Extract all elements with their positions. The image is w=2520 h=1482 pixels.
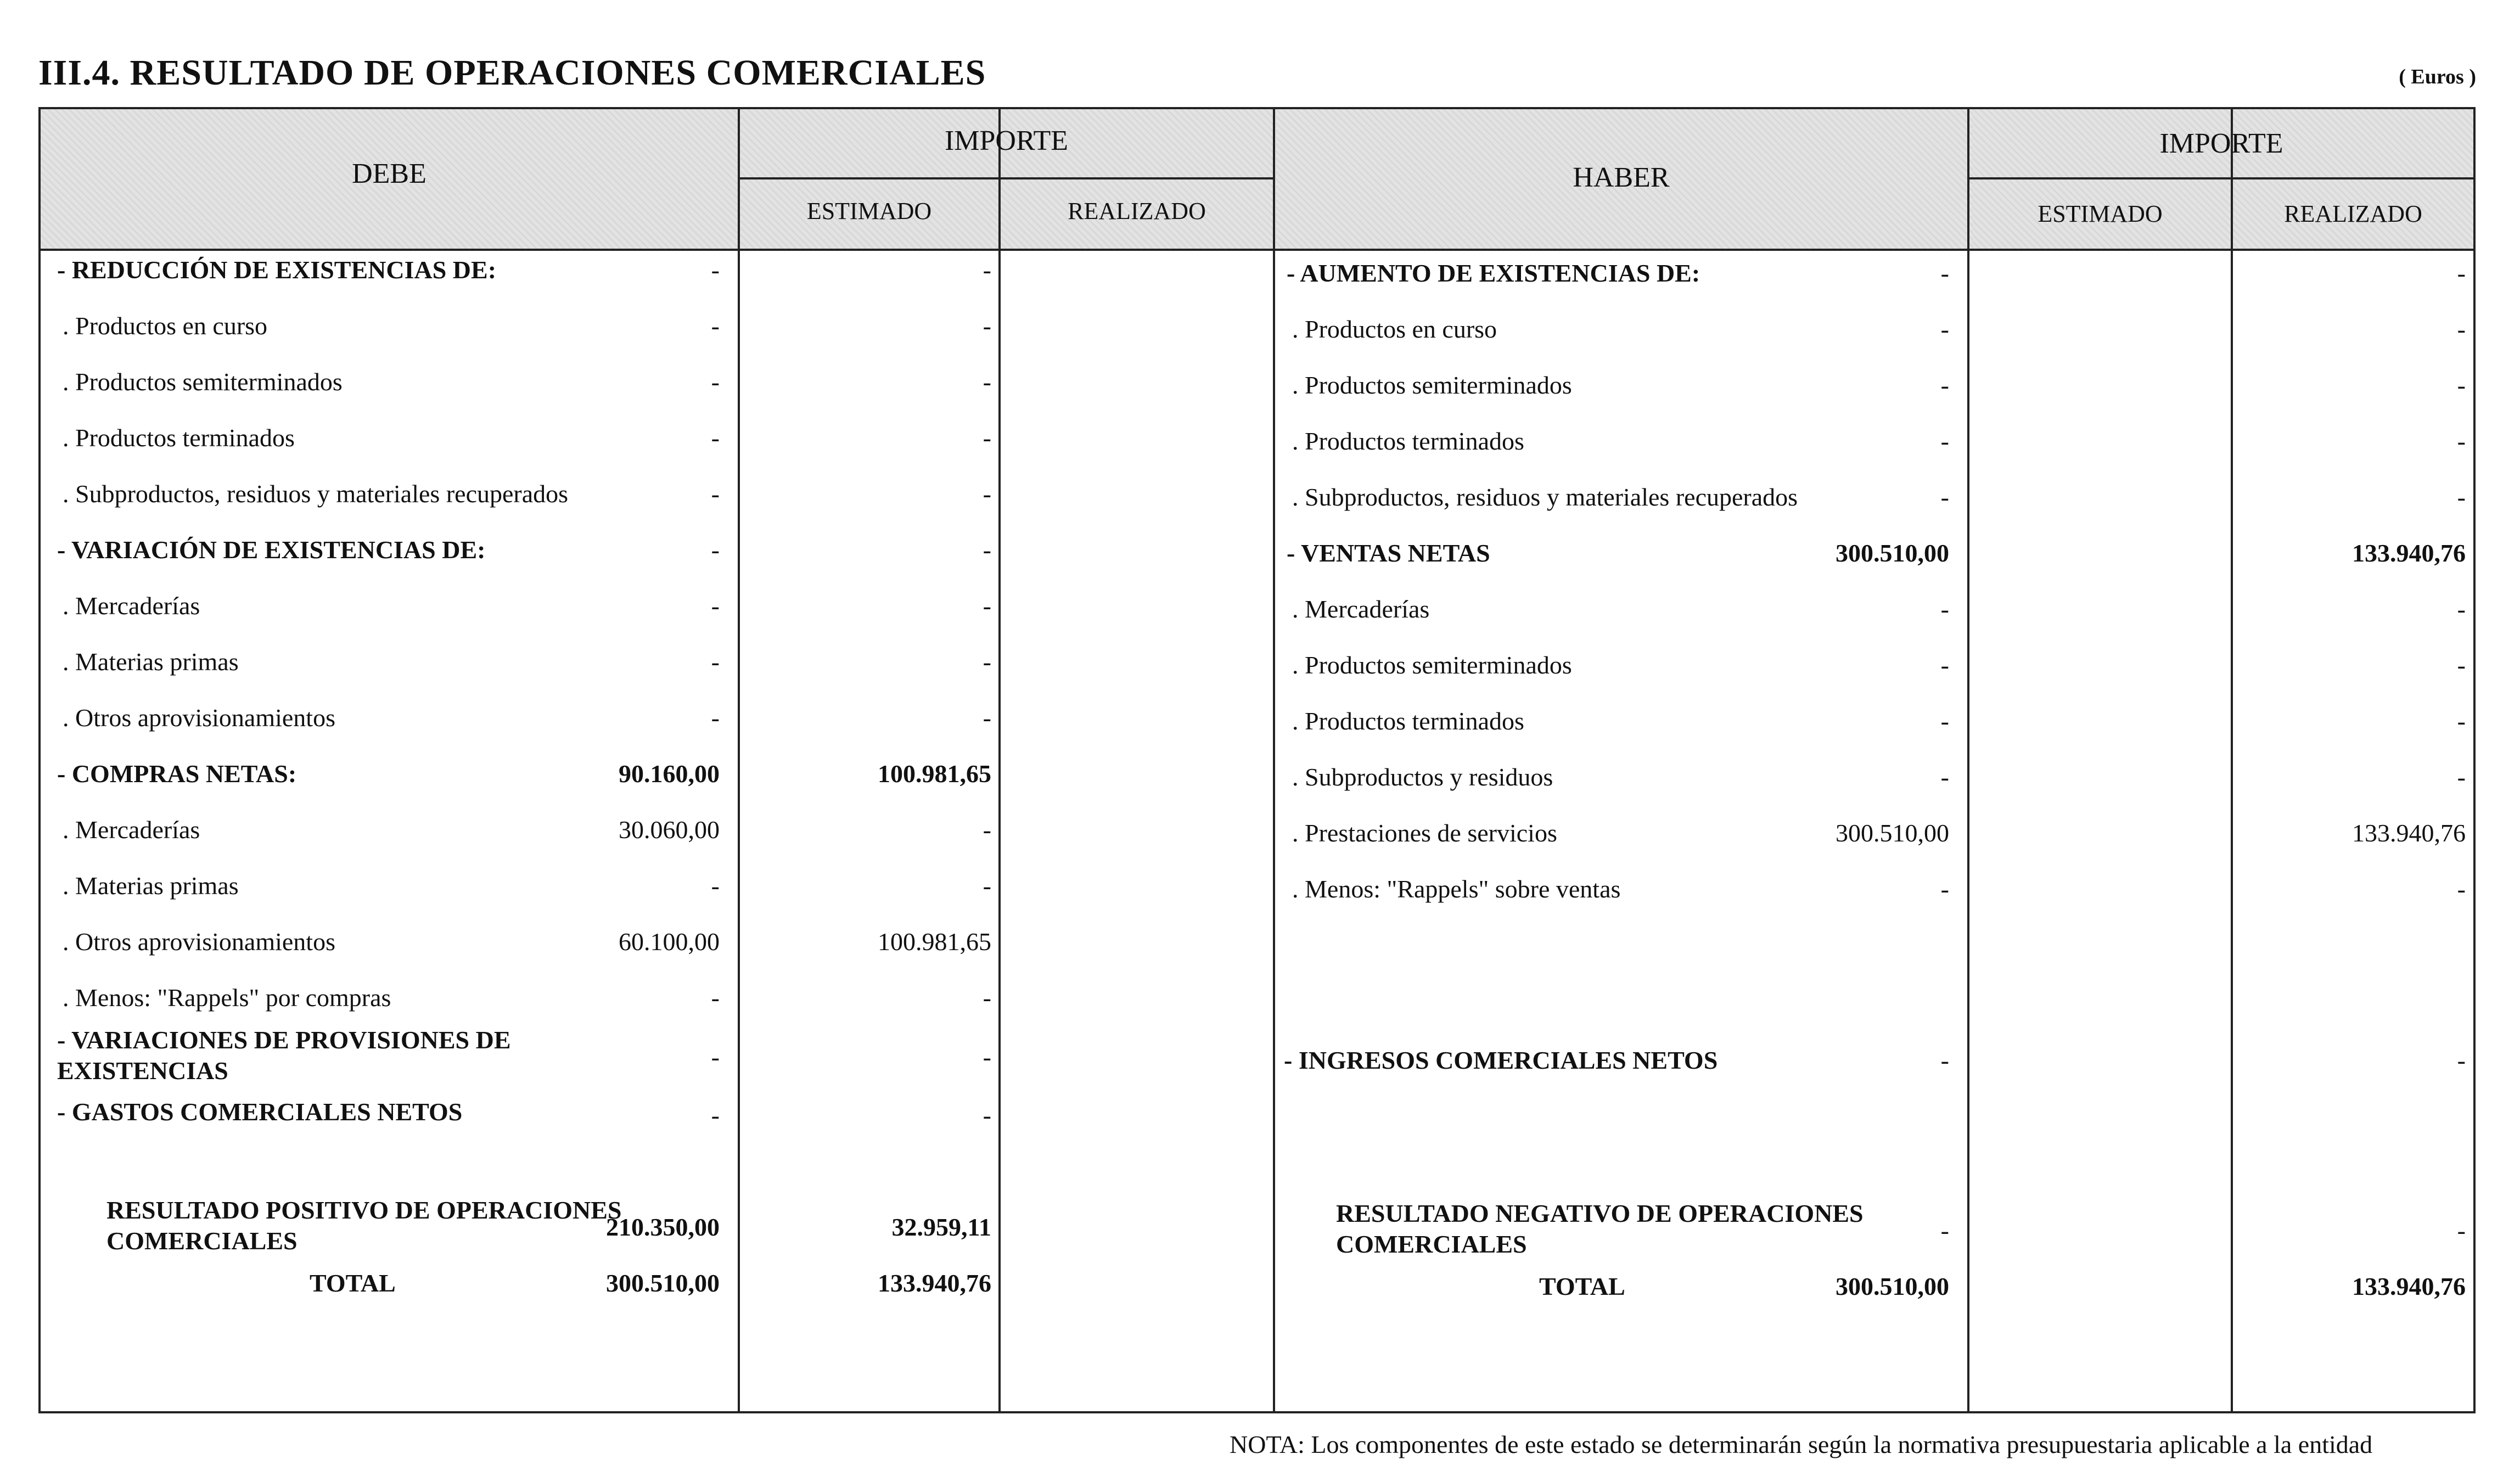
haber-row-realizado: 133.940,76 xyxy=(2352,819,2466,847)
haber-row-realizado: - xyxy=(2457,427,2466,455)
haber-total-label: TOTAL xyxy=(1539,1272,1625,1300)
haber-result-label: RESULTADO NEGATIVO DE OPERACIONES COMERCIALES xyxy=(1336,1199,1864,1258)
haber-row-realizado: - xyxy=(2457,315,2466,343)
debe-result-estimado: 210.350,00 xyxy=(606,1213,720,1241)
haber-row-estimado: - xyxy=(1940,595,1949,623)
haber-row-label: . Productos terminados xyxy=(1292,427,1524,455)
debe-row-label: . Productos terminados xyxy=(63,424,295,452)
debe-row-realizado: - xyxy=(983,1101,991,1129)
footnote: NOTA: Los componentes de este estado se determinarán según la normativa presupuestaria aplicable a la entidad xyxy=(1230,1430,2373,1458)
header-estimado-debe: ESTIMADO xyxy=(806,198,932,224)
debe-row-realizado: - xyxy=(983,256,991,284)
debe-row-label: . Menos: "Rappels" por compras xyxy=(63,984,391,1012)
grid-line xyxy=(998,109,1001,1411)
debe-result-realizado: 32.959,11 xyxy=(891,1213,991,1241)
haber-row-realizado: - xyxy=(2457,1046,2466,1074)
debe-row-realizado: - xyxy=(983,648,991,676)
debe-row-realizado: - xyxy=(983,536,991,564)
haber-row-realizado: - xyxy=(2457,763,2466,791)
debe-row-label: . Productos semiterminados xyxy=(63,368,343,396)
haber-row-label: . Menos: "Rappels" sobre ventas xyxy=(1292,875,1621,903)
debe-row-estimado: - xyxy=(711,704,720,732)
debe-row-estimado: - xyxy=(711,592,720,620)
header-realizado-debe: REALIZADO xyxy=(1068,198,1206,224)
haber-row-realizado: - xyxy=(2457,707,2466,735)
haber-row-estimado: - xyxy=(1940,651,1949,679)
haber-row-label: . Subproductos, residuos y materiales recuperados xyxy=(1292,483,1798,511)
grid-line xyxy=(1967,109,1969,1411)
debe-row-realizado: 100.981,65 xyxy=(878,928,991,956)
debe-total-realizado: 133.940,76 xyxy=(878,1269,991,1297)
results-table xyxy=(38,107,2476,1413)
haber-row-label: . Mercaderías xyxy=(1292,595,1430,623)
haber-row-realizado: - xyxy=(2457,259,2466,287)
debe-row-label: - COMPRAS NETAS: xyxy=(57,760,297,788)
debe-row-realizado: - xyxy=(983,424,991,452)
header-haber: HABER xyxy=(1573,162,1670,193)
debe-row-realizado: - xyxy=(983,312,991,340)
debe-row-estimado: - xyxy=(711,872,720,900)
haber-row-label: - INGRESOS COMERCIALES NETOS xyxy=(1284,1046,1718,1074)
debe-row-estimado: - xyxy=(711,368,720,396)
haber-row-realizado: - xyxy=(2457,875,2466,903)
debe-row-estimado: - xyxy=(711,312,720,340)
debe-row-label: . Materias primas xyxy=(63,648,239,676)
debe-total-label: TOTAL xyxy=(310,1269,396,1297)
haber-row-estimado: - xyxy=(1940,371,1949,399)
debe-row-realizado: - xyxy=(983,816,991,844)
debe-result-label: RESULTADO POSITIVO DE OPERACIONES COMERCIALES xyxy=(106,1196,622,1255)
debe-row-estimado: - xyxy=(711,1043,720,1071)
haber-row-label: . Productos semiterminados xyxy=(1292,371,1572,399)
haber-row-realizado: 133.940,76 xyxy=(2352,539,2466,567)
debe-row-label: . Otros aprovisionamientos xyxy=(63,928,335,956)
haber-row-realizado: - xyxy=(2457,651,2466,679)
haber-row-label: . Productos en curso xyxy=(1292,315,1497,343)
header-realizado-haber: REALIZADO xyxy=(2284,200,2422,227)
grid-line xyxy=(41,249,2473,251)
header-debe: DEBE xyxy=(352,158,426,189)
debe-row-estimado: 30.060,00 xyxy=(619,816,720,844)
grid-line xyxy=(738,177,1275,179)
debe-row-estimado: - xyxy=(711,424,720,452)
debe-row-estimado: - xyxy=(711,648,720,676)
haber-row-estimado: 300.510,00 xyxy=(1836,539,1949,567)
debe-row-label: - REDUCCIÓN DE EXISTENCIAS DE: xyxy=(57,256,497,284)
grid-line xyxy=(1967,177,2473,179)
units-label: ( Euros ) xyxy=(2399,65,2476,88)
debe-row-label: . Mercaderías xyxy=(63,816,200,844)
debe-row-realizado: - xyxy=(983,480,991,508)
debe-row-label: . Mercaderías xyxy=(63,592,200,620)
haber-result-realizado: - xyxy=(2457,1216,2466,1244)
haber-row-realizado: - xyxy=(2457,483,2466,511)
haber-row-estimado: - xyxy=(1940,259,1949,287)
haber-row-estimado: - xyxy=(1940,763,1949,791)
haber-row-label: - VENTAS NETAS xyxy=(1287,539,1490,567)
debe-row-estimado: 90.160,00 xyxy=(619,760,720,788)
haber-row-estimado: - xyxy=(1940,315,1949,343)
header-estimado-haber: ESTIMADO xyxy=(2038,200,2163,227)
debe-row-estimado: 60.100,00 xyxy=(619,928,720,956)
grid-line xyxy=(1273,109,1275,1411)
debe-row-realizado: - xyxy=(983,984,991,1012)
debe-row-estimado: - xyxy=(711,1101,720,1129)
haber-row-label: - AUMENTO DE EXISTENCIAS DE: xyxy=(1287,259,1700,287)
page-title: III.4. RESULTADO DE OPERACIONES COMERCIALES xyxy=(38,53,986,93)
haber-row-label: . Productos terminados xyxy=(1292,707,1524,735)
haber-row-realizado: - xyxy=(2457,595,2466,623)
haber-row-estimado: - xyxy=(1940,707,1949,735)
grid-line xyxy=(2231,109,2233,1411)
debe-row-estimado: - xyxy=(711,536,720,564)
debe-row-realizado: - xyxy=(983,1043,991,1071)
debe-row-label: . Productos en curso xyxy=(63,312,268,340)
debe-row-label: - VARIACIONES DE PROVISIONES DE EXISTENCIAS xyxy=(57,1026,511,1085)
haber-total-realizado: 133.940,76 xyxy=(2352,1272,2466,1300)
grid-line xyxy=(738,109,740,1411)
debe-row-label: . Otros aprovisionamientos xyxy=(63,704,335,732)
header-importe-debe: IMPORTE xyxy=(944,125,1069,156)
debe-row-realizado: - xyxy=(983,704,991,732)
debe-row-label: - GASTOS COMERCIALES NETOS xyxy=(57,1098,463,1126)
debe-row-estimado: - xyxy=(711,256,720,284)
debe-row-estimado: - xyxy=(711,480,720,508)
haber-row-realizado: - xyxy=(2457,371,2466,399)
debe-row-realizado: - xyxy=(983,872,991,900)
haber-row-label: . Productos semiterminados xyxy=(1292,651,1572,679)
debe-row-realizado: - xyxy=(983,368,991,396)
debe-total-estimado: 300.510,00 xyxy=(606,1269,720,1297)
haber-row-label: . Subproductos y residuos xyxy=(1292,763,1553,791)
haber-row-label: . Prestaciones de servicios xyxy=(1292,819,1557,847)
haber-total-estimado: 300.510,00 xyxy=(1836,1272,1949,1300)
debe-row-estimado: - xyxy=(711,984,720,1012)
debe-row-realizado: 100.981,65 xyxy=(878,760,991,788)
debe-row-label: . Materias primas xyxy=(63,872,239,900)
haber-row-estimado: - xyxy=(1940,1046,1949,1074)
debe-row-label: - VARIACIÓN DE EXISTENCIAS DE: xyxy=(57,536,486,564)
haber-row-estimado: - xyxy=(1940,875,1949,903)
haber-result-estimado: - xyxy=(1940,1216,1949,1244)
haber-row-estimado: 300.510,00 xyxy=(1836,819,1949,847)
debe-row-label: . Subproductos, residuos y materiales recuperados xyxy=(63,480,569,508)
header-importe-haber: IMPORTE xyxy=(2159,128,2283,159)
debe-row-realizado: - xyxy=(983,592,991,620)
haber-row-estimado: - xyxy=(1940,483,1949,511)
haber-row-estimado: - xyxy=(1940,427,1949,455)
